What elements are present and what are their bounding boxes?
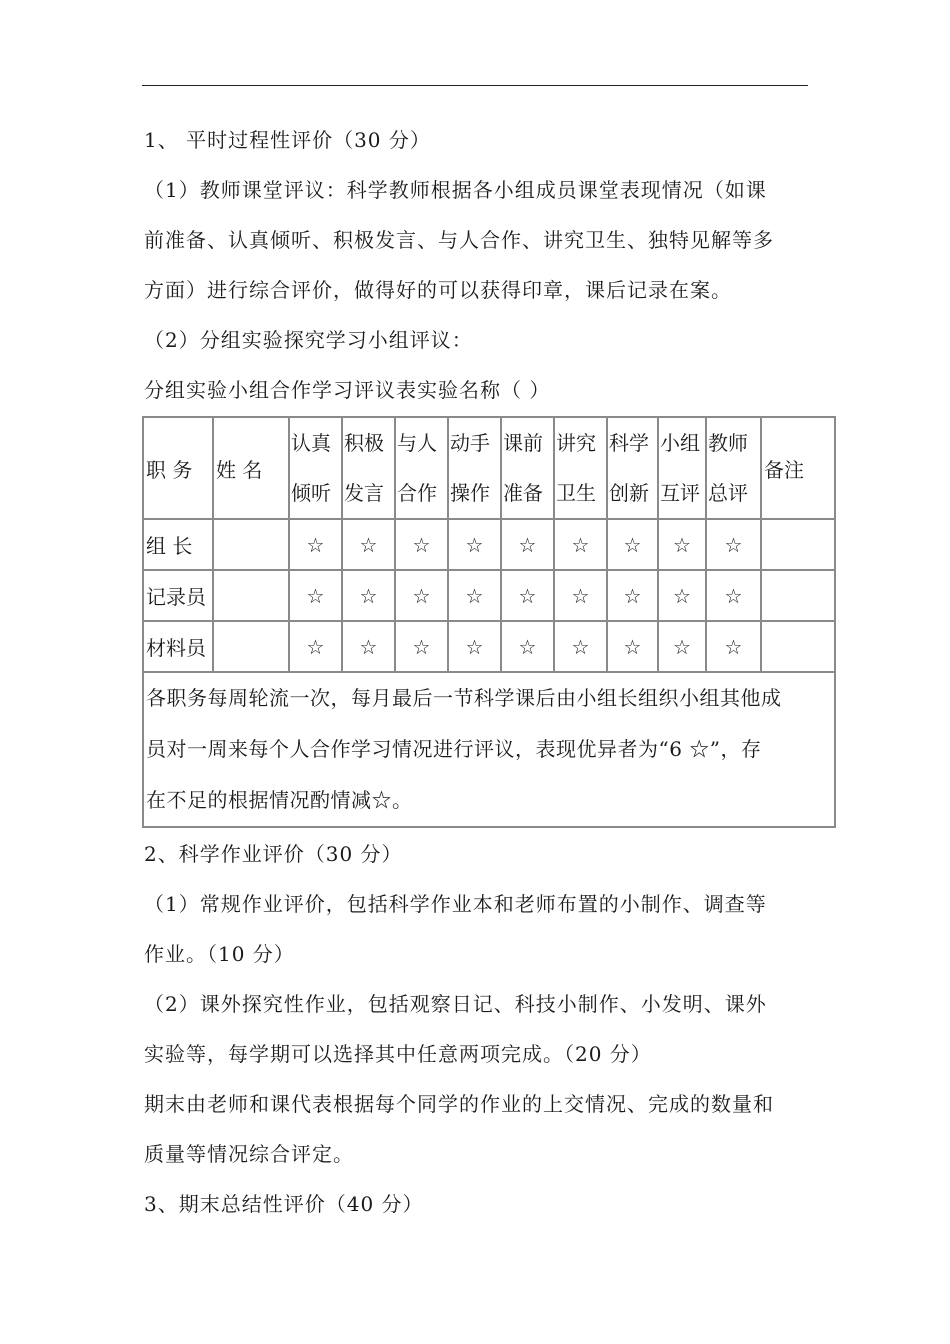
note-line: 员对一周来每个人合作学习情况进行评议，表现优异者为“6 ☆”，存 [146, 737, 762, 761]
name-cell [213, 519, 289, 570]
star-icon: ☆ [342, 519, 395, 570]
star-icon: ☆ [342, 621, 395, 672]
star-icon: ☆ [554, 519, 607, 570]
star-icon: ☆ [395, 570, 448, 621]
star-icon: ☆ [501, 621, 554, 672]
star-icon: ☆ [448, 621, 501, 672]
header-role: 职 务 [143, 417, 213, 519]
table-caption: 分组实验小组合作学习评议表实验名称（ ） [144, 378, 551, 402]
star-icon: ☆ [658, 621, 706, 672]
star-icon: ☆ [501, 570, 554, 621]
paragraph-line: 质量等情况综合评定。 [144, 1142, 354, 1166]
star-icon: ☆ [607, 621, 658, 672]
note-line: 各职务每周轮流一次，每月最后一节科学课后由小组长组织小组其他成 [146, 686, 782, 710]
header-criterion: 动手 操作 [448, 417, 501, 519]
star-icon: ☆ [658, 570, 706, 621]
star-icon: ☆ [395, 519, 448, 570]
section-1-title: 1、 平时过程性评价（30 分） [144, 128, 431, 152]
section-3-title: 3、期末总结性评价（40 分） [144, 1192, 424, 1216]
remark-cell [761, 519, 835, 570]
star-icon: ☆ [289, 621, 342, 672]
paragraph-line: 实验等，每学期可以选择其中任意两项完成。（20 分） [144, 1042, 652, 1066]
star-icon: ☆ [706, 570, 761, 621]
star-icon: ☆ [448, 570, 501, 621]
star-icon: ☆ [501, 519, 554, 570]
paragraph-line: （1）教师课堂评议：科学教师根据各小组成员课堂表现情况（如课 [144, 178, 767, 202]
name-cell [213, 621, 289, 672]
header-criterion: 与人 合作 [395, 417, 448, 519]
paragraph-line: （1）常规作业评价，包括科学作业本和老师布置的小制作、调查等 [144, 892, 767, 916]
star-icon: ☆ [289, 570, 342, 621]
role-cell: 材料员 [143, 621, 213, 672]
paragraph-line: （2）课外探究性作业，包括观察日记、科技小制作、小发明、课外 [144, 992, 767, 1016]
table-note-row [143, 672, 835, 827]
paragraph-line: （2）分组实验探究学习小组评议： [144, 328, 473, 352]
star-icon: ☆ [554, 621, 607, 672]
table-header-row [143, 417, 835, 519]
star-icon: ☆ [448, 519, 501, 570]
header-remark: 备注 [761, 417, 835, 519]
paragraph-line: 作业。（10 分） [144, 942, 295, 966]
star-icon: ☆ [342, 570, 395, 621]
star-icon: ☆ [658, 519, 706, 570]
star-icon: ☆ [706, 519, 761, 570]
header-name: 姓 名 [213, 417, 289, 519]
section-2-title: 2、科学作业评价（30 分） [144, 842, 403, 866]
star-icon: ☆ [607, 570, 658, 621]
header-criterion: 小组 互评 [658, 417, 706, 519]
star-icon: ☆ [289, 519, 342, 570]
note-line: 在不足的根据情况酌情减☆。 [146, 788, 413, 812]
table-row [143, 570, 835, 621]
role-cell: 记录员 [143, 570, 213, 621]
header-criterion: 积极 发言 [342, 417, 395, 519]
star-icon: ☆ [554, 570, 607, 621]
remark-cell [761, 621, 835, 672]
star-icon: ☆ [706, 621, 761, 672]
role-cell: 组 长 [143, 519, 213, 570]
table-row [143, 621, 835, 672]
header-criterion: 课前 准备 [501, 417, 554, 519]
evaluation-table [142, 416, 836, 828]
header-criterion: 科学 创新 [607, 417, 658, 519]
remark-cell [761, 570, 835, 621]
paragraph-line: 方面）进行综合评价，做得好的可以获得印章，课后记录在案。 [144, 278, 732, 302]
header-rule [142, 85, 808, 86]
table-row [143, 519, 835, 570]
star-icon: ☆ [395, 621, 448, 672]
name-cell [213, 570, 289, 621]
header-criterion: 教师 总评 [706, 417, 761, 519]
header-criterion: 讲究 卫生 [554, 417, 607, 519]
header-criterion: 认真 倾听 [289, 417, 342, 519]
table-note [143, 672, 835, 827]
paragraph-line: 前准备、认真倾听、积极发言、与人合作、讲究卫生、独特见解等多 [144, 228, 774, 252]
star-icon: ☆ [607, 519, 658, 570]
paragraph-line: 期末由老师和课代表根据每个同学的作业的上交情况、完成的数量和 [144, 1092, 774, 1116]
